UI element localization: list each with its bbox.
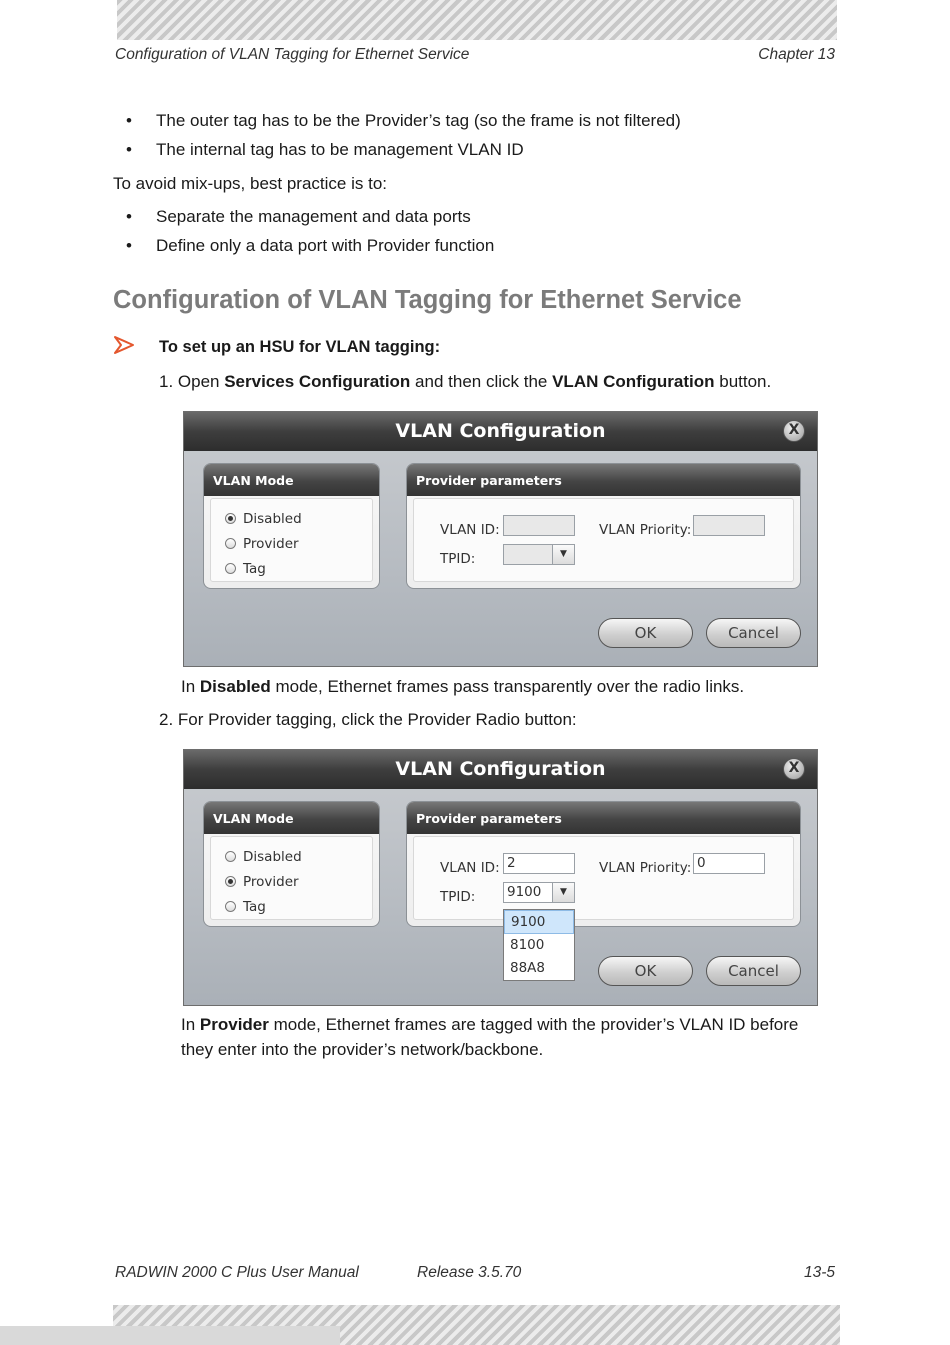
section-title: Configuration of VLAN Tagging for Ethernet Service [113, 286, 742, 314]
chevron-down-icon[interactable]: ▼ [552, 883, 574, 902]
footer-bar [0, 1326, 340, 1345]
tpid-option-88a8[interactable]: 88A8 [510, 960, 546, 976]
footer-manual-title: RADWIN 2000 C Plus User Manual [115, 1264, 359, 1281]
vlan-config-dialog-provider [183, 749, 818, 1006]
group-heading: VLAN Mode [204, 802, 379, 834]
vlan-priority-label: VLAN Priority: [599, 860, 692, 876]
header-stripe [117, 0, 837, 40]
procedure-title: To set up an HSU for VLAN tagging: [159, 338, 441, 356]
tpid-label: TPID: [440, 551, 476, 567]
vlan-id-input[interactable] [503, 515, 575, 536]
group-heading: Provider parameters [407, 464, 800, 496]
tpid-select[interactable]: 9100 ▼ [503, 882, 575, 903]
close-icon[interactable]: X [783, 420, 805, 442]
radio-icon [225, 538, 236, 549]
dialog-title: VLAN Configuration [184, 412, 817, 451]
footer-page-number: 13-5 [803, 1264, 835, 1281]
arrow-icon [113, 334, 135, 356]
radio-selected-icon [225, 876, 236, 887]
chevron-down-icon[interactable]: ▼ [552, 545, 574, 564]
group-heading: Provider parameters [407, 802, 800, 834]
tpid-option-8100[interactable]: 8100 [510, 937, 545, 953]
tpid-option-9100[interactable]: 9100 [504, 910, 574, 934]
vlan-priority-input[interactable]: 0 [693, 853, 765, 874]
tpid-select[interactable] [503, 544, 575, 565]
ok-button[interactable]: OK [598, 618, 693, 648]
tpid-label: TPID: [440, 889, 476, 905]
tpid-dropdown-list [503, 909, 575, 981]
radio-selected-icon [225, 513, 236, 524]
radio-icon [225, 563, 236, 574]
group-heading: VLAN Mode [204, 464, 379, 496]
step-1: 1. Open Services Configuration and then click the VLAN Configuration button. [159, 372, 772, 391]
dialog-title: VLAN Configuration [184, 750, 817, 789]
cancel-button[interactable]: Cancel [706, 618, 801, 648]
provider-note-line-2: they enter into the provider’s network/backbone. [181, 1040, 544, 1059]
vlan-id-label: VLAN ID: [440, 522, 500, 538]
ok-button[interactable]: OK [598, 956, 693, 986]
vlan-id-input[interactable]: 2 [503, 853, 575, 874]
vlan-id-label: VLAN ID: [440, 860, 500, 876]
disabled-note: In Disabled mode, Ethernet frames pass transparently over the radio links. [181, 677, 745, 696]
radio-icon [225, 851, 236, 862]
vlan-mode-group: VLAN Mode Disabled Provider Tag [203, 801, 380, 927]
radio-icon [225, 901, 236, 912]
header-chapter-title: Configuration of VLAN Tagging for Ethernet Service [115, 46, 470, 63]
vlan-priority-label: VLAN Priority: [599, 522, 692, 538]
close-icon[interactable]: X [783, 758, 805, 780]
vlan-config-dialog-disabled [183, 411, 818, 667]
bullet-glyph: • [126, 236, 132, 255]
avoid-text: To avoid mix-ups, best practice is to: [113, 174, 388, 193]
bullet-glyph: • [126, 111, 132, 130]
step-2: 2. For Provider tagging, click the Provider Radio button: [159, 710, 577, 729]
provider-note-line-1: In Provider mode, Ethernet frames are tagged with the provider’s VLAN ID before [181, 1015, 799, 1034]
footer-release: Release 3.5.70 [417, 1264, 522, 1281]
vlan-priority-input[interactable] [693, 515, 765, 536]
header-chapter-number: Chapter 13 [758, 46, 835, 63]
vlan-mode-group: VLAN Mode Disabled Provider Tag [203, 463, 380, 589]
bullet-glyph: • [126, 207, 132, 226]
bullet-glyph: • [126, 140, 132, 159]
cancel-button[interactable]: Cancel [706, 956, 801, 986]
